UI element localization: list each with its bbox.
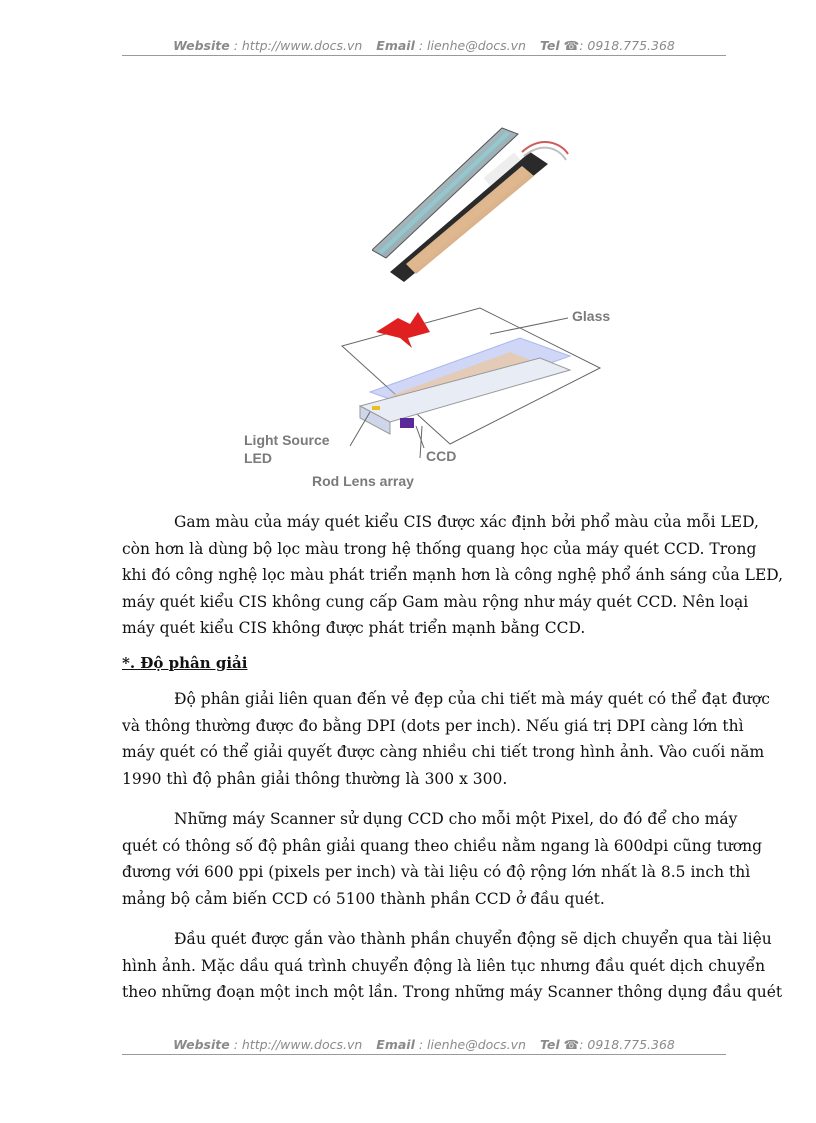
text-line: mảng bộ cảm biến CCD có 5100 thành phần CCD ở đầu quét. bbox=[122, 889, 605, 908]
label-rod-lens: Rod Lens array bbox=[312, 473, 414, 489]
cis-module-photo bbox=[372, 124, 572, 284]
text-line: đương với 600 ppi (pixels per inch) và tài liệu có độ rộng lớn nhất là 8.5 inch thì bbox=[122, 863, 751, 881]
page-footer bbox=[122, 1037, 726, 1055]
text-line: Đầu quét được gắn vào thành phần chuyển động sẽ dịch chuyển qua tài liệu bbox=[174, 930, 772, 948]
tel-label: Tel bbox=[539, 1037, 560, 1052]
email-label: Email bbox=[376, 1037, 415, 1052]
section-heading-resolution: *. Độ phân giải bbox=[122, 654, 248, 672]
text-line: Độ phân giải liên quan đến vẻ đẹp của chi tiết mà máy quét có thể đạt được bbox=[174, 690, 770, 708]
text-line: máy quét kiểu CIS không cung cấp Gam màu rộng như máy quét CCD. Nên loại bbox=[122, 592, 749, 611]
email-value[interactable]: : lienhe@docs.vn bbox=[418, 38, 526, 53]
tel-value: : 0918.775.368 bbox=[579, 38, 675, 53]
text-line: máy quét có thể giải quyết được càng nhiều chi tiết trong hình ảnh. Vào cuối năm bbox=[122, 743, 765, 761]
text-line: hình ảnh. Mặc dầu quá trình chuyển động là liên tục nhưng đầu quét dịch chuyển bbox=[122, 956, 766, 975]
label-glass: Glass bbox=[572, 308, 611, 324]
text-line: theo những đoạn một inch một lần. Trong những máy Scanner thông dụng đầu quét bbox=[122, 983, 783, 1001]
paragraph-ccd-pixels bbox=[122, 806, 763, 912]
tel-value: : 0918.775.368 bbox=[579, 1037, 675, 1052]
website-label: Website bbox=[173, 38, 230, 53]
email-value[interactable]: : lienhe@docs.vn bbox=[418, 1037, 526, 1052]
text-line: khi đó công nghệ lọc màu phát triển mạnh hơn là công nghệ phổ ánh sáng của LED, bbox=[122, 566, 784, 584]
paragraph-resolution bbox=[122, 686, 770, 792]
text-line: Gam màu của máy quét kiểu CIS được xác định bởi phổ màu của mỗi LED, bbox=[174, 513, 759, 531]
text-line: và thông thường được đo bằng DPI (dots per inch). Nếu giá trị DPI càng lớn thì bbox=[122, 716, 744, 735]
phone-icon: ☎ bbox=[563, 1037, 580, 1052]
email-label: Email bbox=[376, 38, 415, 53]
website-value[interactable]: : http://www.docs.vn bbox=[233, 38, 363, 53]
label-light-source: Light Source bbox=[244, 432, 330, 448]
website-label: Website bbox=[173, 1037, 230, 1052]
page-header bbox=[122, 38, 726, 56]
text-line: quét có thông số độ phân giải quang theo chiều nằm ngang là 600dpi cũng tương bbox=[122, 836, 763, 855]
text-line: Những máy Scanner sử dụng CCD cho mỗi một Pixel, do đó để cho máy bbox=[174, 810, 738, 828]
text-line: 1990 thì độ phân giải thông thường là 300 x 300. bbox=[122, 769, 508, 788]
text-line: còn hơn là dùng bộ lọc màu trong hệ thống quang học của máy quét CCD. Trong bbox=[122, 539, 757, 558]
tel-label: Tel bbox=[539, 38, 560, 53]
text-line: máy quét kiểu CIS không được phát triển mạnh bằng CCD. bbox=[122, 619, 586, 637]
phone-icon: ☎ bbox=[563, 38, 580, 53]
paragraph-cis-gamut bbox=[122, 509, 784, 642]
label-ccd: CCD bbox=[426, 448, 457, 464]
label-led: LED bbox=[244, 450, 272, 466]
website-value[interactable]: : http://www.docs.vn bbox=[233, 1037, 363, 1052]
paragraph-scan-head bbox=[122, 926, 783, 1006]
